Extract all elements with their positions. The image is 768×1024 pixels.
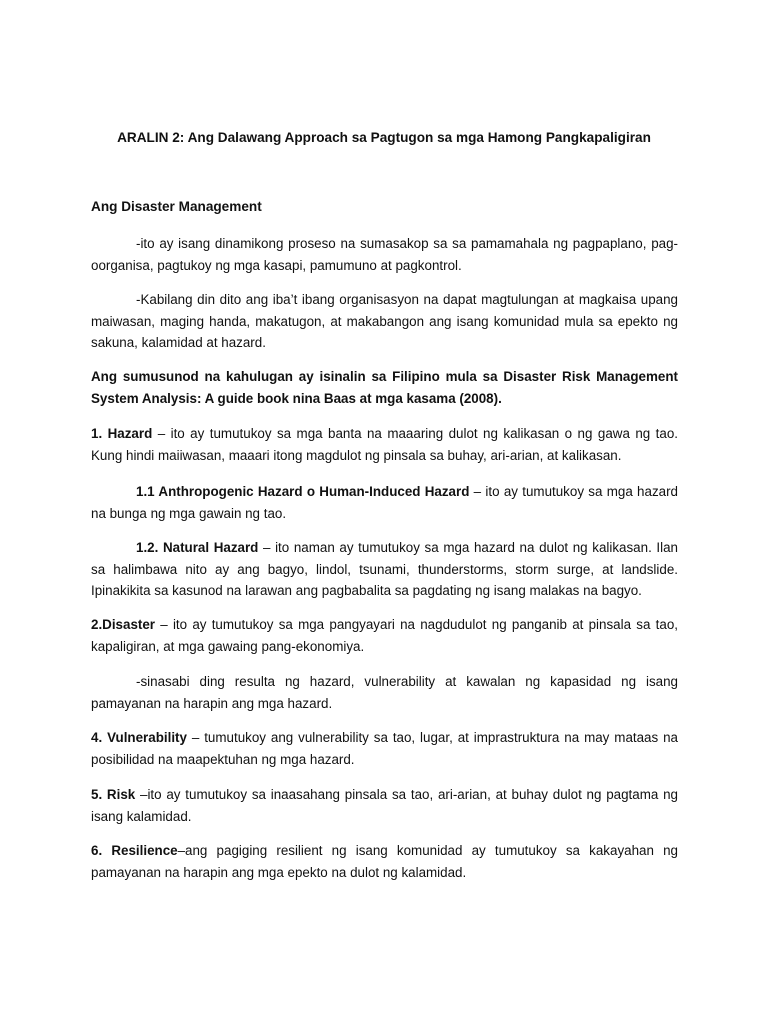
def-vulnerability: – tumutukoy ang vulnerability sa tao, lugar, at imprastruktura na may mataas na posibilidad na maapektuhan ng mga hazard. <box>91 730 678 767</box>
term-anthropogenic: 1.1 Anthropogenic Hazard o Human-Induced Hazard <box>136 484 470 499</box>
item-vulnerability <box>91 727 678 770</box>
item-disaster <box>91 614 678 657</box>
def-hazard: – ito ay tumutukoy sa mga banta na maaaring dulot ng kalikasan o ng gawa ng tao. Kung hindi maiiwasan, maaari itong magdulot ng pinsala sa buhay, ari-arian, at kalikasan. <box>91 426 678 463</box>
def-risk: –ito ay tumutukoy sa inaasahang pinsala sa tao, ari-arian, at buhay dulot ng pagtama ng isang kalamidad. <box>91 787 678 824</box>
paragraph-organizations: -Kabilang din dito ang iba’t ibang organisasyon na dapat magtulungan at magkaisa upang maiwasan, maging handa, makatugon, at makabangon ang isang komunidad mula sa epekto ng sakuna, kalamidad at hazard. <box>91 292 678 350</box>
item-resilience <box>91 840 678 883</box>
term-natural-hazard: 1.2. Natural Hazard <box>136 540 259 555</box>
lesson-title: ARALIN 2: Ang Dalawang Approach sa Pagtugon sa mga Hamong Pangkapaligiran <box>117 130 651 145</box>
item-risk <box>91 784 678 827</box>
item-anthropogenic <box>91 481 678 524</box>
item-hazard <box>91 423 678 466</box>
section-heading: Ang Disaster Management <box>91 199 262 214</box>
paragraph-definition: -ito ay isang dinamikong proseso na sumasakop sa sa pamamahala ng pagpaplano, pag-oorganisa, pagtukoy ng mga kasapi, pamumuno at pagkontrol. <box>91 236 678 273</box>
term-resilience: 6. Resilience <box>91 843 178 858</box>
def-anthropogenic: – ito ay tumutukoy sa mga hazard na bunga ng mga gawain ng tao. <box>91 484 678 521</box>
def-natural-hazard: – ito naman ay tumutukoy sa mga hazard na dulot ng kalikasan. Ilan sa halimbawa nito ay ang bagyo, lindol, tsunami, thunderstorms, storm surge, at landslide. Ipinakikita sa kasunod na larawan ang pagbabalita sa pagdating ng isang malakas na bagyo. <box>91 540 678 598</box>
term-vulnerability: 4. Vulnerability <box>91 730 187 745</box>
def-resilience: –ang pagiging resilient ng isang komunidad ay tumutukoy sa kakayahan ng pamayanan na harapin ang mga epekto na dulot ng kalamidad. <box>91 843 679 880</box>
term-hazard: 1. Hazard <box>91 426 153 441</box>
item-natural-hazard <box>91 537 678 602</box>
term-risk: 5. Risk <box>91 787 136 802</box>
def-disaster: – ito ay tumutukoy sa mga pangyayari na nagdudulot ng panganib at pinsala sa tao, kapaligiran, at mga gawaing pang-ekonomiya. <box>91 617 678 654</box>
term-disaster: 2.Disaster <box>91 617 156 632</box>
paragraph-disaster-note: -sinasabi ding resulta ng hazard, vulnerability at kawalan ng kapasidad ng isang pamayanan na harapin ang mga hazard. <box>91 674 678 711</box>
paragraph-source: Ang sumusunod na kahulugan ay isinalin sa Filipino mula sa Disaster Risk Management System Analysis: A guide book nina Baas at mga kasama (2008). <box>91 369 678 406</box>
